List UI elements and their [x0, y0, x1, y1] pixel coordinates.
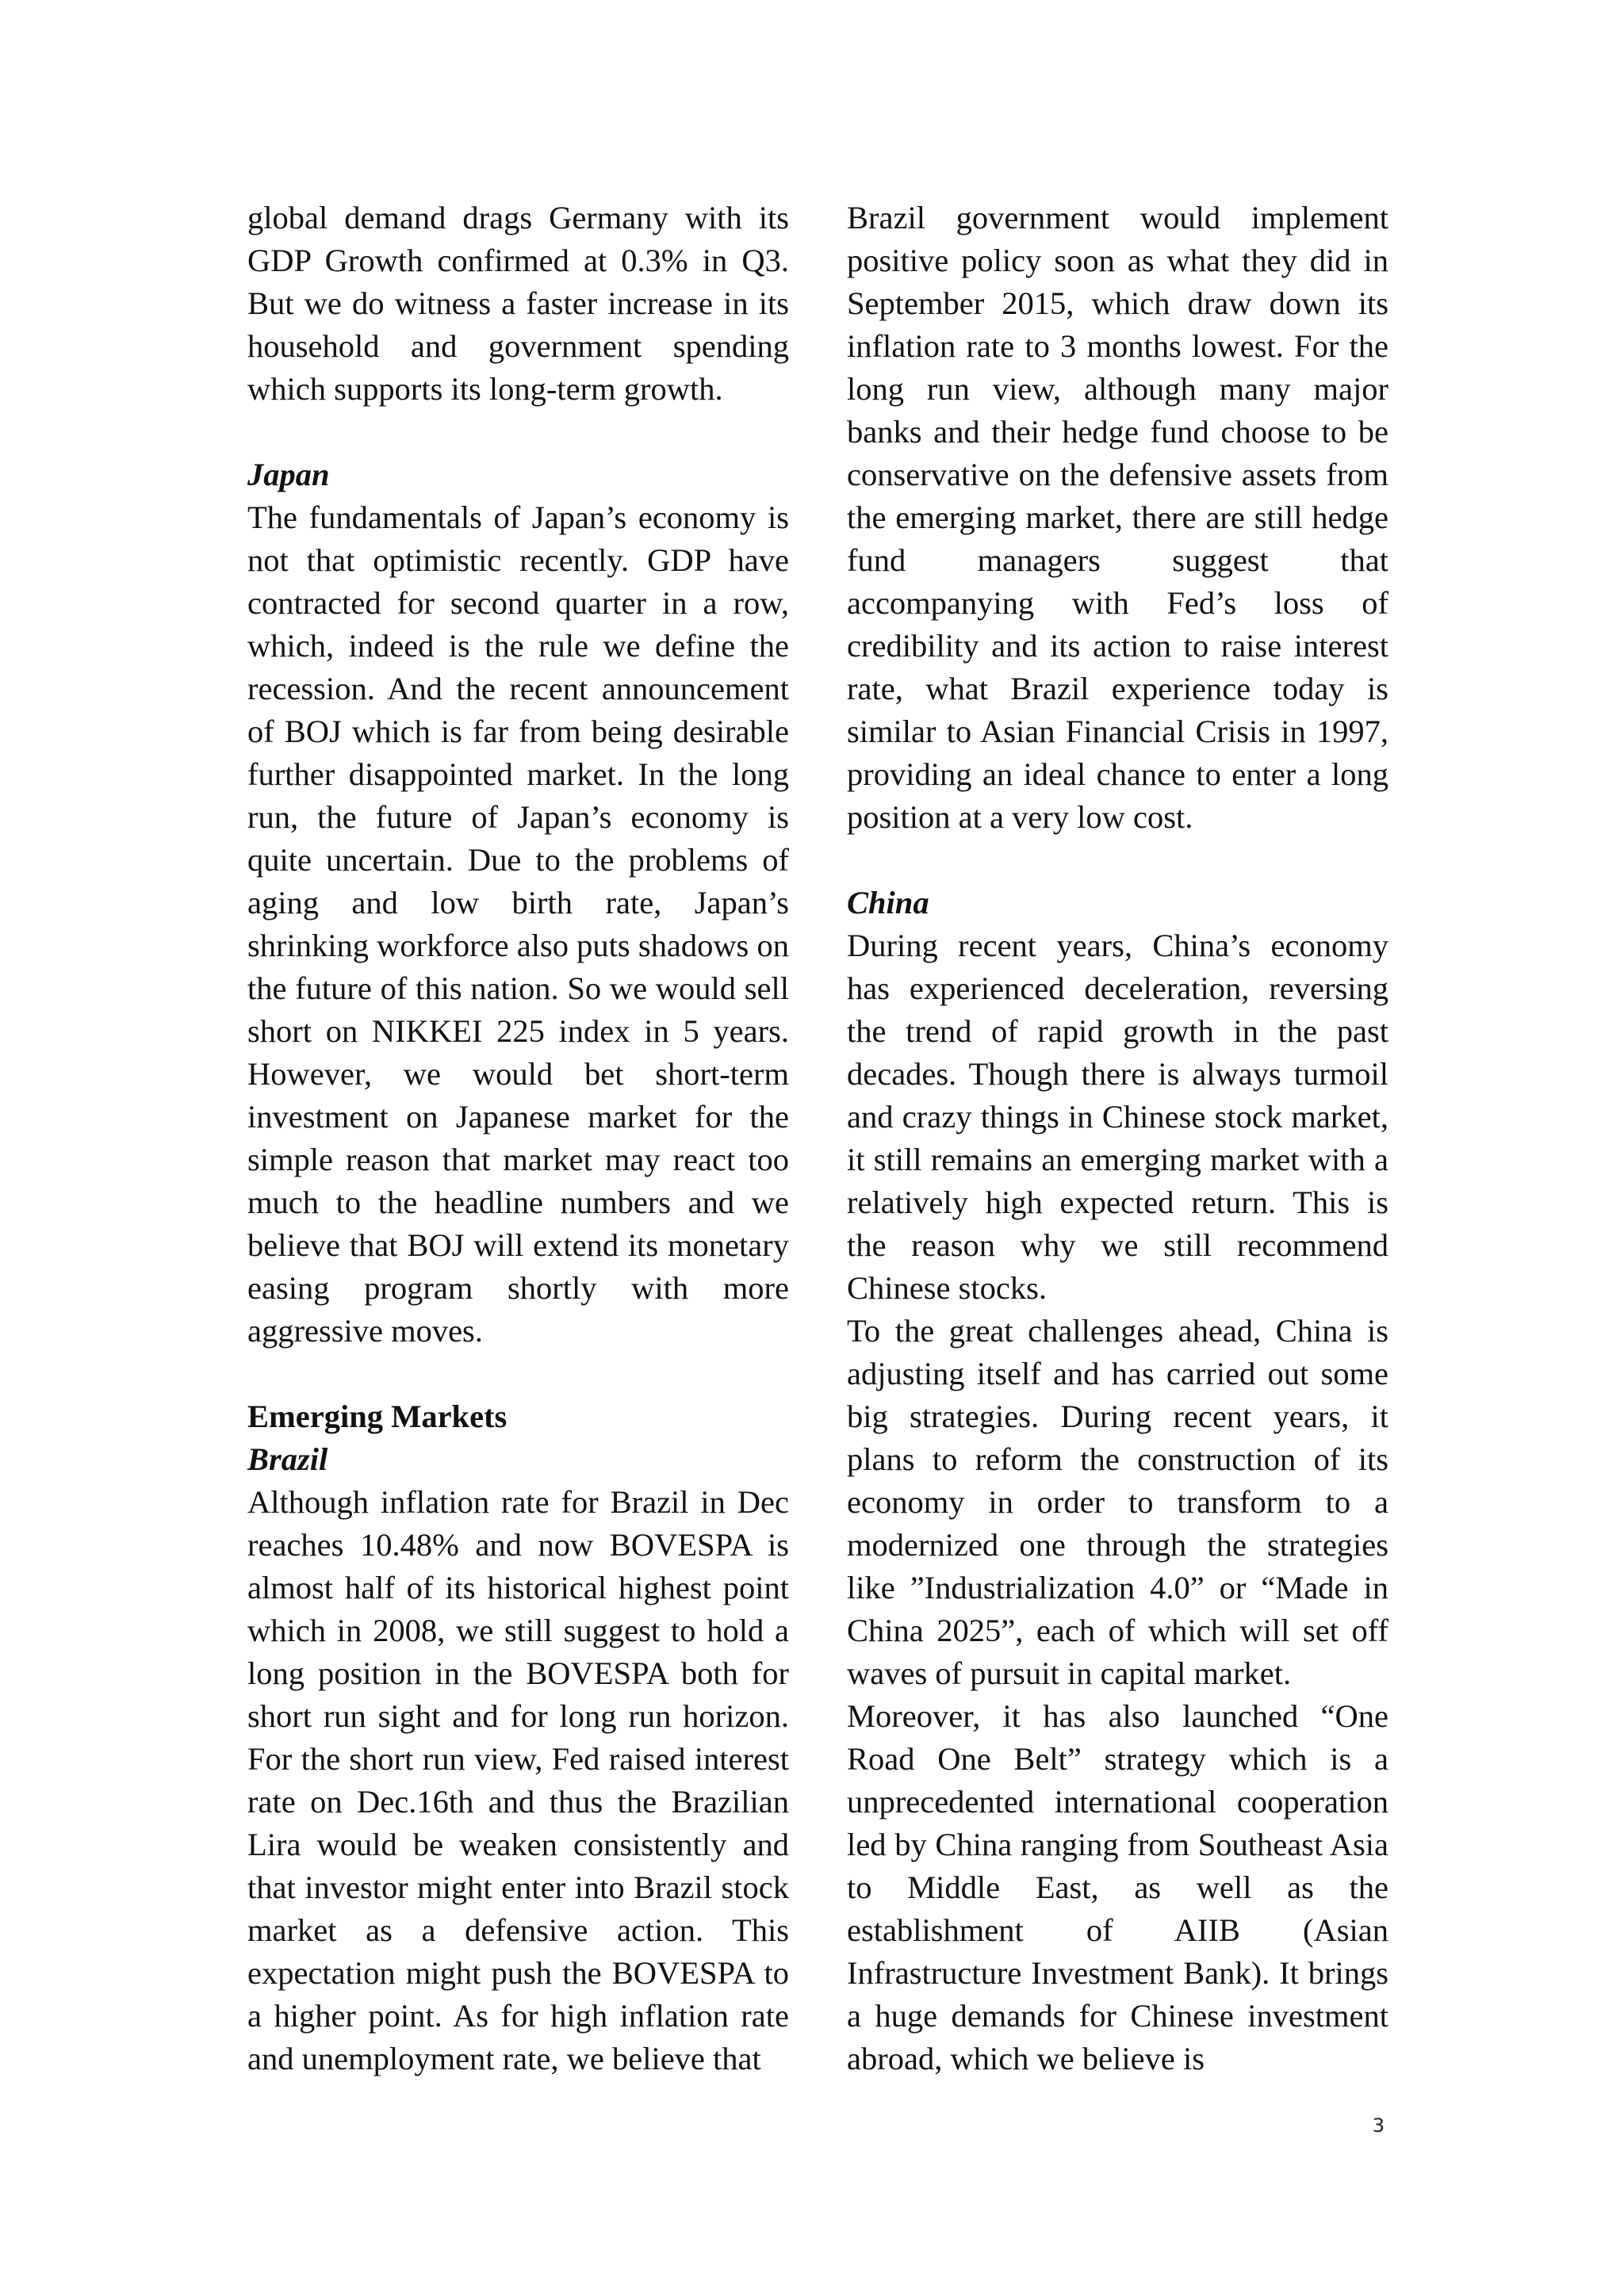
right-column: [847, 197, 1388, 2080]
germany-tail-paragraph: global demand drags Germany with its GDP Growth confirmed at 0.3% in Q3. But we do witness a faster increase in its household and government spending which supports its long-term growth.: [247, 200, 789, 407]
brazil-paragraph: Although inflation rate for Brazil in Dec reaches 10.48% and now BOVESPA is almost half of its historical highest point which in 2008, we still suggest to hold a long position in the BOVESPA both for short run sight and for long run horizon. For the short run view, Fed raised interest rate on Dec.16th and thus the Brazilian Lira would be weaken consistently and that investor might enter into Brazil stock market as a defensive action. This expectation might push the BOVESPA to a higher point. As for high inflation rate and unemployment rate, we believe that: [247, 1484, 789, 2076]
spacer: [247, 1353, 789, 1395]
japan-paragraph: The fundamentals of Japan’s economy is not that optimistic recently. GDP have contracted for second quarter in a row, which, indeed is the rule we define the recession. And the recent announcement of BOJ which is far from being desirable further disappointed market. In the long run, the future of Japan’s economy is quite uncertain. Due to the problems of aging and low birth rate, Japan’s shrinking workforce also puts shadows on the future of this nation. So we would sell short on NIKKEI 225 index in 5 years. However, we would bet short-term investment on Japanese market for the simple reason that market may react too much to the headline numbers and we believe that BOJ will extend its monetary easing program shortly with more aggressive moves.: [247, 499, 789, 1349]
china-paragraph-1: During recent years, China’s economy has experienced deceleration, reversing the trend of rapid growth in the past decades. Though there is always turmoil and crazy things in Chinese stock market, it still remains an emerging market with a relatively high expected return. This is the reason why we still recommend Chinese stocks.: [847, 928, 1388, 1306]
spacer: [847, 839, 1388, 882]
page-number: 3: [1372, 2114, 1385, 2137]
china-heading: China: [847, 885, 929, 920]
emerging-markets-heading: Emerging Markets: [247, 1399, 508, 1434]
china-paragraph-2: To the great challenges ahead, China is adjusting itself and has carried out some big strategies. During recent years, it plans to reform the construction of its economy in order to transform to a modernized one through the strategies like ”Industrialization 4.0” or “Made in China 2025”, each of which will set off waves of pursuit in capital market.: [847, 1313, 1388, 1691]
spacer: [247, 411, 789, 453]
brazil-continued-paragraph: Brazil government would implement positive policy soon as what they did in September 2015, which draw down its inflation rate to 3 months lowest. For the long run view, although many major banks and their hedge fund choose to be conservative on the defensive assets from the emerging market, there are still hedge fund managers suggest that accompanying with Fed’s loss of credibility and its action to raise interest rate, what Brazil experience today is similar to Asian Financial Crisis in 1997, providing an ideal chance to enter a long position at a very low cost.: [847, 200, 1388, 835]
left-column: [247, 197, 789, 2080]
brazil-heading: Brazil: [247, 1441, 328, 1477]
china-paragraph-3: Moreover, it has also launched “One Road One Belt” strategy which is a unprecedented international cooperation led by China ranging from Southeast Asia to Middle East, as well as the establishment of AIIB (Asian Infrastructure Investment Bank). It brings a huge demands for Chinese investment abroad, which we believe is: [847, 1698, 1388, 2076]
japan-heading: Japan: [247, 457, 330, 492]
